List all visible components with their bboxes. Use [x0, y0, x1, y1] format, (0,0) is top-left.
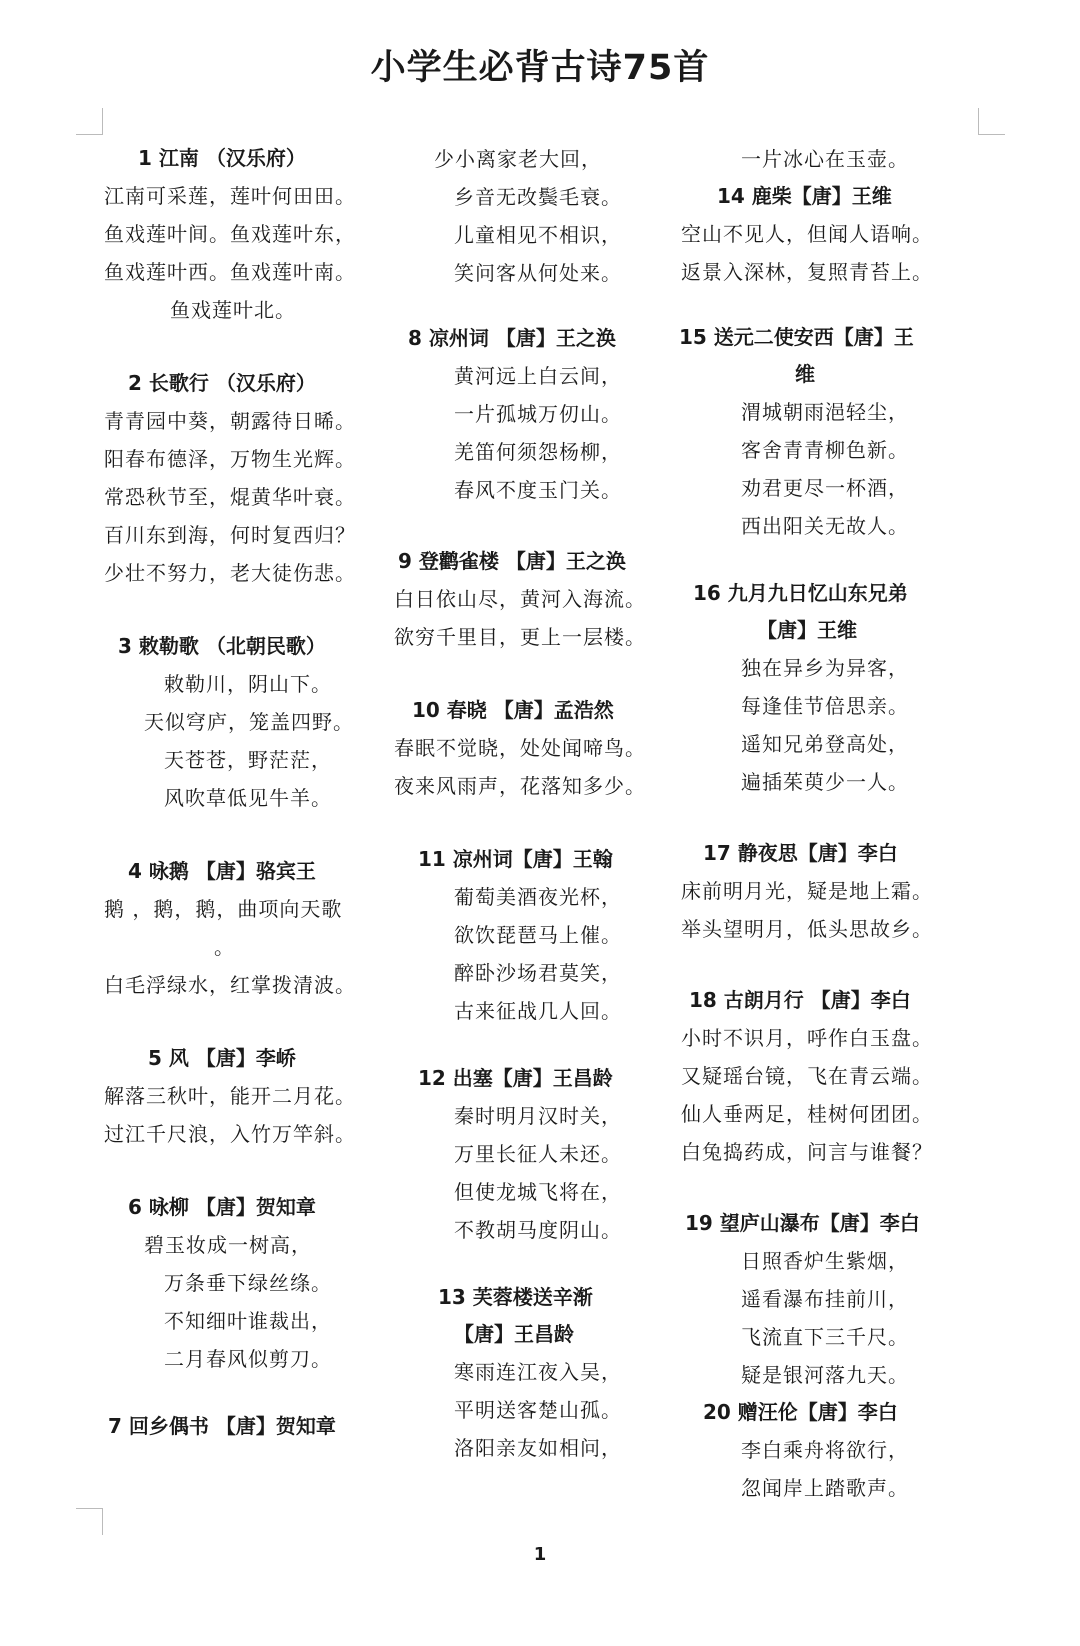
poem-line: 。: [214, 935, 235, 959]
poem-line: 平明送客楚山孤。: [454, 1398, 622, 1422]
poem-line: 但使龙城飞将在，: [454, 1180, 622, 1204]
crop-mark-bottom-left: [76, 1508, 103, 1535]
poem-line: 阳春布德泽，万物生光辉。: [104, 447, 356, 471]
poem-title: 20 赠汪伦【唐】李白: [703, 1400, 898, 1424]
poem-line: 黄河远上白云间，: [454, 364, 622, 388]
poem-title: 【唐】王昌龄: [454, 1322, 574, 1346]
poem-line: 遥看瀑布挂前川，: [741, 1287, 909, 1311]
poem-line: 欲穷千里目，更上一层楼。: [394, 625, 646, 649]
poem-line: 欲饮琵琶马上催。: [454, 923, 622, 947]
poem-line: 葡萄美酒夜光杯，: [454, 885, 622, 909]
poem-line: 渭城朝雨浥轻尘，: [741, 400, 909, 424]
poem-line: 乡音无改鬓毛衰。: [454, 185, 622, 209]
poem-line: 鹅 ，鹅，鹅，曲项向天歌: [104, 897, 343, 921]
poem-line: 劝君更尽一杯酒，: [741, 476, 909, 500]
poem-title: 6 咏柳 【唐】贺知章: [128, 1195, 316, 1219]
poem-line: 床前明月光，疑是地上霜。: [681, 879, 933, 903]
poem-title: 4 咏鹅 【唐】骆宾王: [128, 859, 316, 883]
poem-title: 8 凉州词 【唐】王之涣: [408, 326, 616, 350]
poem-line: 少小离家老大回，: [434, 147, 602, 171]
poem-line: 解落三秋叶，能开二月花。: [104, 1084, 356, 1108]
poem-line: 又疑瑶台镜，飞在青云端。: [681, 1064, 933, 1088]
poem-line: 李白乘舟将欲行，: [741, 1438, 909, 1462]
poem-title: 16 九月九日忆山东兄弟: [693, 581, 908, 605]
poem-column-1: [104, 140, 404, 1445]
poem-line: 每逢佳节倍思亲。: [741, 694, 909, 718]
poem-line: 西出阳关无故人。: [741, 514, 909, 538]
poem-line: 少壮不努力，老大徒伤悲。: [104, 561, 356, 585]
poem-line: 春眠不觉晓，处处闻啼鸟。: [394, 736, 646, 760]
poem-title: 19 望庐山瀑布【唐】李白: [685, 1211, 920, 1235]
poem-title: 7 回乡偶书 【唐】贺知章: [108, 1414, 336, 1438]
poem-title: 1 江南 （汉乐府）: [138, 146, 306, 170]
poem-title: 12 出塞【唐】王昌龄: [418, 1066, 613, 1090]
poem-line: 古来征战几人回。: [454, 999, 622, 1023]
poem-line: 醉卧沙场君莫笑，: [454, 961, 622, 985]
poem-line: 笑问客从何处来。: [454, 261, 622, 285]
poem-line: 过江千尺浪，入竹万竿斜。: [104, 1122, 356, 1146]
poem-line: 举头望明月，低头思故乡。: [681, 917, 933, 941]
poem-column-2: [394, 140, 700, 1467]
poem-line: 空山不见人，但闻人语响。: [681, 222, 933, 246]
poem-title: 3 敕勒歌 （北朝民歌）: [118, 634, 326, 658]
poem-title: 9 登鹳雀楼 【唐】王之涣: [398, 549, 626, 573]
page-title: 小学生必背古诗75首: [370, 48, 710, 88]
poem-line: 秦时明月汉时关，: [454, 1104, 622, 1128]
poem-line: 一片冰心在玉壶。: [741, 147, 909, 171]
poem-line: 疑是银河落九天。: [741, 1363, 909, 1387]
poem-line: 鱼戏莲叶间。鱼戏莲叶东，: [104, 222, 356, 246]
poem-line: 遍插茱萸少一人。: [741, 770, 909, 794]
crop-mark-top-left: [76, 108, 103, 135]
poem-line: 风吹草低见牛羊。: [164, 786, 332, 810]
poem-line: 忽闻岸上踏歌声。: [741, 1476, 909, 1500]
poem-line: 鱼戏莲叶北。: [170, 298, 296, 322]
poem-line: 江南可采莲，莲叶何田田。: [104, 184, 356, 208]
poem-line: 天苍苍，野茫茫，: [164, 748, 332, 772]
poem-line: 羌笛何须怨杨柳，: [454, 440, 622, 464]
poem-line: 白毛浮绿水，红掌拨清波。: [104, 973, 356, 997]
poem-line: 儿童相见不相识，: [454, 223, 622, 247]
poem-line: 遥知兄弟登高处，: [741, 732, 909, 756]
poem-title: 18 古朗月行 【唐】李白: [689, 988, 911, 1012]
poem-line: 碧玉妆成一树高，: [144, 1233, 312, 1257]
poem-line: 日照香炉生紫烟，: [741, 1249, 909, 1273]
poem-title: 10 春晓 【唐】孟浩然: [412, 698, 614, 722]
poem-line: 夜来风雨声，花落知多少。: [394, 774, 646, 798]
poem-line: 小时不识月，呼作白玉盘。: [681, 1026, 933, 1050]
poem-line: 一片孤城万仞山。: [454, 402, 622, 426]
poem-title: 15 送元二使安西【唐】王: [679, 325, 914, 349]
poem-line: 万里长征人未还。: [454, 1142, 622, 1166]
poem-title: 2 长歌行 （汉乐府）: [128, 371, 316, 395]
poem-title: 17 静夜思【唐】李白: [703, 841, 898, 865]
poem-line: 不知细叶谁裁出，: [164, 1309, 332, 1333]
poem-line: 敕勒川，阴山下。: [164, 672, 332, 696]
poem-line: 春风不度玉门关。: [454, 478, 622, 502]
crop-mark-top-right: [978, 108, 1005, 135]
poem-title: 11 凉州词【唐】王翰: [418, 847, 613, 871]
poem-line: 洛阳亲友如相问，: [454, 1436, 622, 1460]
poem-line: 二月春风似剪刀。: [164, 1347, 332, 1371]
poem-title: 13 芙蓉楼送辛渐: [438, 1285, 593, 1309]
poem-line: 独在异乡为异客，: [741, 656, 909, 680]
poem-line: 鱼戏莲叶西。鱼戏莲叶南。: [104, 260, 356, 284]
poem-title: 14 鹿柴【唐】王维: [717, 184, 892, 208]
poem-line: 客舍青青柳色新。: [741, 438, 909, 462]
poem-line: 白兔捣药成，问言与谁餐？: [681, 1140, 933, 1164]
poem-line: 白日依山尽，黄河入海流。: [394, 587, 646, 611]
poem-line: 不教胡马度阴山。: [454, 1218, 622, 1242]
poem-line: 寒雨连江夜入吴，: [454, 1360, 622, 1384]
poem-column-3: [679, 140, 1015, 1507]
page-number: 1: [533, 1544, 547, 1565]
poem-line: 万条垂下绿丝绦。: [164, 1271, 332, 1295]
poem-title: 维: [795, 362, 815, 386]
poem-line: 百川东到海，何时复西归？: [104, 523, 356, 547]
poem-line: 飞流直下三千尺。: [741, 1325, 909, 1349]
poem-title: 5 风 【唐】李峤: [148, 1046, 296, 1070]
poem-line: 返景入深林，复照青苔上。: [681, 260, 933, 284]
poem-title: 【唐】王维: [757, 618, 857, 642]
poem-line: 天似穹庐，笼盖四野。: [144, 710, 354, 734]
poem-line: 仙人垂两足，桂树何团团。: [681, 1102, 933, 1126]
poem-line: 常恐秋节至，焜黄华叶衰。: [104, 485, 356, 509]
poem-line: 青青园中葵，朝露待日晞。: [104, 409, 356, 433]
